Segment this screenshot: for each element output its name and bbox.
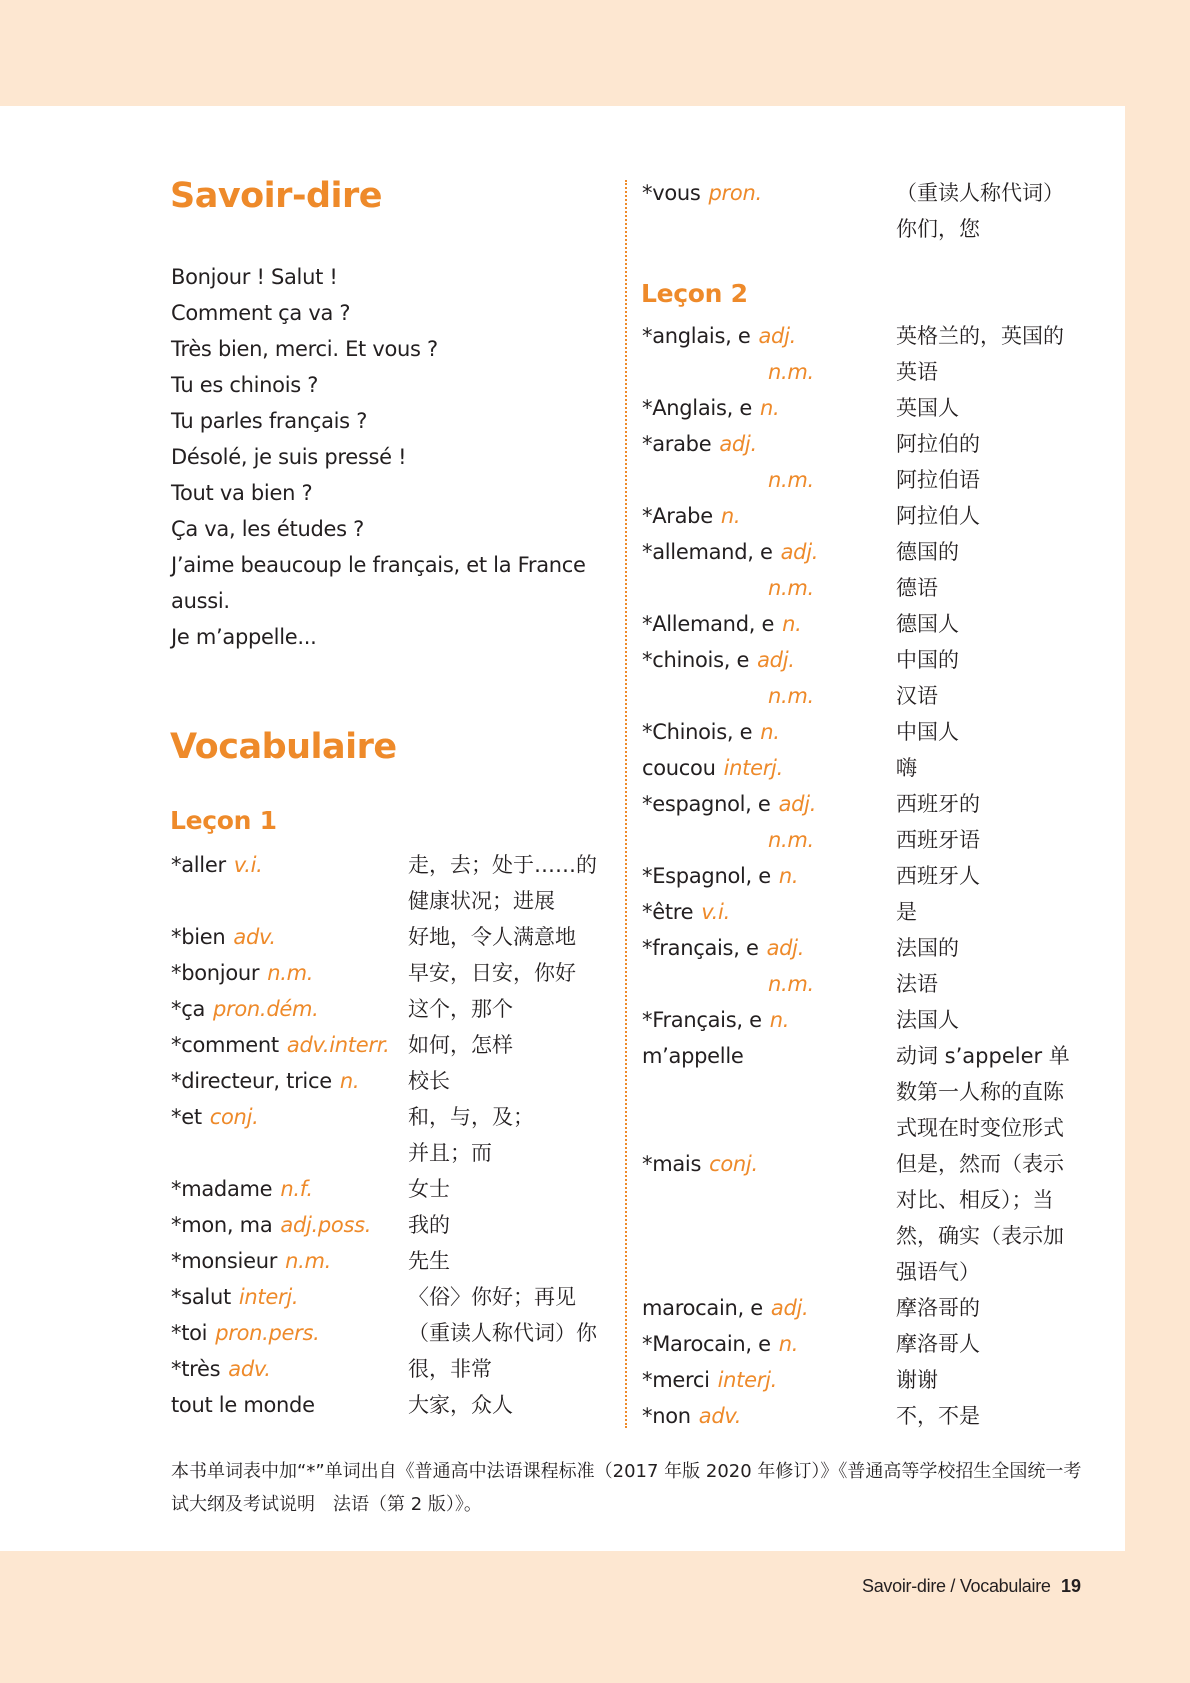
- part-of-speech: n.: [339, 1069, 360, 1093]
- translation-line: 西班牙的: [896, 792, 980, 816]
- vocab-word: *mais: [642, 1152, 702, 1176]
- vocab-word: *Allemand, e: [642, 612, 775, 636]
- part-of-speech: pron.dém.: [213, 997, 319, 1021]
- vocab-translation: [896, 175, 1064, 247]
- translation-line: 嗨: [896, 756, 917, 780]
- part-of-speech: pron.: [708, 181, 762, 205]
- vocab-translation: [408, 1387, 513, 1423]
- translation-line: 法国人: [896, 1008, 959, 1032]
- column-divider: [625, 180, 627, 1428]
- vocab-translation: [896, 642, 959, 678]
- part-of-speech: adv.: [233, 925, 276, 949]
- part-of-speech: n.m.: [768, 972, 814, 996]
- part-of-speech: adj.poss.: [280, 1213, 372, 1237]
- vocab-translation: [896, 750, 917, 786]
- vocab-translation: [408, 955, 576, 991]
- vocab-word: *espagnol, e: [642, 792, 771, 816]
- part-of-speech: n.m.: [768, 576, 814, 600]
- vocab-entry: [642, 354, 1102, 390]
- vocab-word: *comment: [171, 1033, 279, 1057]
- vocab-translation: [896, 606, 959, 642]
- part-of-speech: adj.: [758, 324, 796, 348]
- vocab-word: *allemand, e: [642, 540, 773, 564]
- part-of-speech: interj.: [723, 756, 783, 780]
- vocab-word: *être: [642, 900, 694, 924]
- vocab-entry: [642, 1326, 1102, 1362]
- vocab-entry: [642, 1398, 1102, 1434]
- vocab-translation: [408, 919, 576, 955]
- vocab-word: *anglais, e: [642, 324, 751, 348]
- vocab-entry: [642, 930, 1102, 966]
- phrase-item: Tu es chinois ?: [171, 373, 319, 397]
- translation-line: 英国人: [896, 396, 959, 420]
- vocab-word: *et: [171, 1105, 202, 1129]
- vocab-translation: [896, 1362, 938, 1398]
- vocab-entry: [642, 1038, 1102, 1146]
- translation-line: 并且；而: [408, 1141, 492, 1165]
- vocab-entry: [642, 498, 1102, 534]
- translation-line: 我的: [408, 1213, 450, 1237]
- phrase-item: Très bien, merci. Et vous ?: [171, 337, 438, 361]
- vocab-translation: [896, 966, 938, 1002]
- vocab-entry: [642, 858, 1102, 894]
- vocab-entry: [642, 606, 1102, 642]
- translation-line: （重读人称代词）: [896, 181, 1064, 205]
- translation-line: 好地，令人满意地: [408, 925, 576, 949]
- translation-line: 阿拉伯人: [896, 504, 980, 528]
- part-of-speech: adj.: [719, 432, 757, 456]
- vocab-translation: [896, 462, 980, 498]
- translation-line: 如何，怎样: [408, 1033, 513, 1057]
- vocab-word: *monsieur: [171, 1249, 278, 1273]
- part-of-speech: n.f.: [280, 1177, 313, 1201]
- translation-line: 汉语: [896, 684, 938, 708]
- translation-line: 〈俗〉你好；再见: [408, 1285, 576, 1309]
- lecon-2-vocab-list: [642, 318, 1102, 1434]
- vocab-translation: [896, 570, 938, 606]
- vocab-entry: [642, 318, 1102, 354]
- vocabulaire-heading: Vocabulaire: [170, 727, 397, 767]
- part-of-speech: adv.interr.: [286, 1033, 390, 1057]
- vocab-translation: [896, 1398, 980, 1434]
- vocab-word: *chinois, e: [642, 648, 750, 672]
- phrase-item: Bonjour ! Salut !: [171, 265, 338, 289]
- vocab-entry: [642, 966, 1102, 1002]
- vocab-word: *Anglais, e: [642, 396, 752, 420]
- vocab-entry: [642, 534, 1102, 570]
- vocab-entry: [171, 1315, 611, 1351]
- vocab-entry: [642, 1146, 1102, 1290]
- translation-line: 大家，众人: [408, 1393, 513, 1417]
- vocab-translation: [896, 534, 959, 570]
- vocab-entry: [171, 1387, 611, 1423]
- translation-line: 你们，您: [896, 217, 980, 241]
- translation-line: 健康状况；进展: [408, 889, 555, 913]
- part-of-speech: adj.: [770, 1296, 809, 1320]
- part-of-speech: adv.: [698, 1404, 742, 1428]
- translation-line: 是: [896, 900, 917, 924]
- part-of-speech: n.: [760, 720, 780, 744]
- vocab-entry: [171, 955, 611, 991]
- part-of-speech: conj.: [709, 1152, 758, 1176]
- translation-line: 校长: [408, 1069, 450, 1093]
- vocab-word: *directeur, trice: [171, 1069, 332, 1093]
- part-of-speech: n.: [782, 612, 802, 636]
- vocab-word: *arabe: [642, 432, 712, 456]
- vocab-translation: [896, 786, 980, 822]
- vocab-translation: [896, 354, 938, 390]
- vocab-translation: [896, 498, 980, 534]
- translation-line: 阿拉伯的: [896, 432, 980, 456]
- vocab-translation: [896, 1146, 1064, 1290]
- vocab-entry: [642, 462, 1102, 498]
- phrase-item: Comment ça va ?: [171, 301, 351, 325]
- vocab-translation: [408, 1063, 450, 1099]
- part-of-speech: n.m.: [285, 1249, 331, 1273]
- phrase-list: [171, 259, 601, 655]
- translation-line: 法国的: [896, 936, 959, 960]
- translation-line: 中国人: [896, 720, 959, 744]
- vocab-entry: [642, 822, 1102, 858]
- translation-line: 先生: [408, 1249, 450, 1273]
- translation-line: 然，确实（表示加: [896, 1224, 1064, 1248]
- translation-line: 对比、相反）；当: [896, 1188, 1054, 1212]
- translation-line: 摩洛哥人: [896, 1332, 980, 1356]
- vocab-translation: [896, 714, 959, 750]
- vocab-word: *Chinois, e: [642, 720, 753, 744]
- vocab-word: *vous: [642, 181, 701, 205]
- translation-line: 女士: [408, 1177, 450, 1201]
- part-of-speech: n.m.: [768, 684, 814, 708]
- translation-line: 西班牙语: [896, 828, 980, 852]
- translation-line: 动词 s’appeler 单: [896, 1044, 1070, 1068]
- vocab-entry: [171, 919, 611, 955]
- part-of-speech: adj.: [778, 792, 817, 816]
- vocab-translation: [408, 1279, 576, 1315]
- vocab-entry: [642, 1290, 1102, 1326]
- vocab-entry: [642, 570, 1102, 606]
- part-of-speech: n.m.: [768, 468, 814, 492]
- page-number: 19: [1061, 1576, 1082, 1596]
- vocab-translation: [408, 1099, 534, 1171]
- translation-line: 谢谢: [896, 1368, 938, 1392]
- vocab-word: *aller: [171, 853, 226, 877]
- vocab-translation: [408, 1243, 450, 1279]
- phrase-item: Ça va, les études ?: [171, 517, 365, 541]
- part-of-speech: conj.: [209, 1105, 259, 1129]
- part-of-speech: adj.: [757, 648, 795, 672]
- phrase-item: Désolé, je suis pressé !: [171, 445, 407, 469]
- vocab-word: marocain, e: [642, 1296, 763, 1320]
- vocab-word: *Français, e: [642, 1008, 762, 1032]
- translation-line: （重读人称代词）你: [408, 1321, 597, 1345]
- vocab-word: tout le monde: [171, 1393, 315, 1417]
- translation-line: 这个，那个: [408, 997, 513, 1021]
- vocab-translation: [896, 894, 917, 930]
- vocab-entry: [171, 1279, 611, 1315]
- part-of-speech: adj.: [766, 936, 805, 960]
- footnote: 本书单词表中加“*”单词出自《普通高中法语课程标准（2017 年版 2020 年修订）》《普通高等学校招生全国统一考试大纲及考试说明 法语（第 2 版）》。: [171, 1461, 1082, 1515]
- vocab-entry: [171, 1027, 611, 1063]
- vocab-translation: [896, 1038, 1070, 1146]
- vocab-entry: [642, 678, 1102, 714]
- footer-section-title: Savoir-dire / Vocabulaire: [862, 1576, 1051, 1596]
- translation-line: 英格兰的，英国的: [896, 324, 1064, 348]
- part-of-speech: n.: [759, 396, 780, 420]
- translation-line: 阿拉伯语: [896, 468, 980, 492]
- part-of-speech: adj.: [780, 540, 819, 564]
- vocab-entry: [642, 786, 1102, 822]
- translation-line: 但是，然而（表示: [896, 1152, 1064, 1176]
- vocab-entry: [642, 1002, 1102, 1038]
- vocab-translation: [896, 858, 980, 894]
- translation-line: 数第一人称的直陈: [896, 1080, 1064, 1104]
- vocab-word: *merci: [642, 1368, 710, 1392]
- translation-line: 式现在时变位形式: [896, 1116, 1064, 1140]
- translation-line: 法语: [896, 972, 938, 996]
- vocab-word: *Marocain, e: [642, 1332, 771, 1356]
- part-of-speech: n.m.: [768, 360, 814, 384]
- vocab-word: *bonjour: [171, 961, 260, 985]
- translation-line: 中国的: [896, 648, 959, 672]
- vocab-translation: [896, 318, 1064, 354]
- vocab-word: *toi: [171, 1321, 208, 1345]
- translation-line: 很，非常: [408, 1357, 492, 1381]
- vocab-word: *français, e: [642, 936, 759, 960]
- savoir-dire-heading: Savoir-dire: [170, 176, 383, 216]
- vocab-word: *bien: [171, 925, 226, 949]
- vocab-word: *madame: [171, 1177, 273, 1201]
- vocab-translation: [896, 426, 980, 462]
- vocab-entry: [642, 390, 1102, 426]
- vocab-word: *salut: [171, 1285, 231, 1309]
- vocab-translation: [896, 1002, 959, 1038]
- translation-line: 和，与，及；: [408, 1105, 534, 1129]
- vocab-translation: [408, 1315, 597, 1351]
- vocab-entry: [171, 847, 611, 919]
- translation-line: 走，去；处于……的: [408, 853, 597, 877]
- vocab-entry: [171, 1207, 611, 1243]
- vocab-word: coucou: [642, 756, 716, 780]
- part-of-speech: n.m.: [768, 828, 814, 852]
- lecon-1-vocab-list: [171, 847, 611, 1423]
- vocab-translation: [896, 678, 938, 714]
- vous-vocab-list: [642, 175, 1102, 247]
- phrase-item: aussi.: [171, 589, 230, 613]
- translation-line: 早安，日安，你好: [408, 961, 576, 985]
- vocab-translation: [408, 1171, 450, 1207]
- vocab-translation: [408, 991, 513, 1027]
- part-of-speech: n.m.: [267, 961, 314, 985]
- vocab-entry: [171, 1063, 611, 1099]
- part-of-speech: n.: [720, 504, 741, 528]
- translation-line: 德国人: [896, 612, 959, 636]
- vocab-translation: [408, 847, 597, 919]
- vocab-word: *très: [171, 1357, 221, 1381]
- translation-line: 西班牙人: [896, 864, 980, 888]
- phrase-item: J’aime beaucoup le français, et la France: [171, 553, 586, 577]
- vocab-word: m’appelle: [642, 1044, 744, 1068]
- vocab-translation: [896, 822, 980, 858]
- translation-line: 强语气）: [896, 1260, 980, 1284]
- phrase-item: Tu parles français ?: [171, 409, 368, 433]
- translation-line: 英语: [896, 360, 938, 384]
- vocab-entry: [642, 714, 1102, 750]
- part-of-speech: n.: [778, 1332, 799, 1356]
- vocab-entry: [642, 642, 1102, 678]
- part-of-speech: n.: [778, 864, 799, 888]
- vocab-word: *non: [642, 1404, 691, 1428]
- vocab-entry: [642, 1362, 1102, 1398]
- vocab-entry: [642, 426, 1102, 462]
- vocab-entry: [642, 175, 1102, 247]
- vocab-entry: [171, 1099, 611, 1171]
- vocab-translation: [896, 930, 959, 966]
- vocab-translation: [408, 1207, 450, 1243]
- vocab-translation: [408, 1351, 492, 1387]
- translation-line: 摩洛哥的: [896, 1296, 980, 1320]
- part-of-speech: adv.: [228, 1357, 271, 1381]
- vocab-translation: [896, 1326, 980, 1362]
- vocab-entry: [642, 894, 1102, 930]
- vocab-word: *ça: [171, 997, 206, 1021]
- vocab-word: *Arabe: [642, 504, 713, 528]
- lecon-2-heading: Leçon 2: [641, 279, 748, 308]
- translation-line: 德语: [896, 576, 938, 600]
- part-of-speech: v.i.: [233, 853, 263, 877]
- vocab-entry: [171, 991, 611, 1027]
- vocab-translation: [896, 1290, 980, 1326]
- vocab-entry: [642, 750, 1102, 786]
- phrase-item: Tout va bien ?: [171, 481, 313, 505]
- vocab-entry: [171, 1351, 611, 1387]
- vocab-entry: [171, 1243, 611, 1279]
- vocab-translation: [408, 1027, 513, 1063]
- translation-line: 德国的: [896, 540, 959, 564]
- part-of-speech: pron.pers.: [215, 1321, 320, 1345]
- part-of-speech: v.i.: [701, 900, 730, 924]
- vocab-translation: [896, 390, 959, 426]
- part-of-speech: interj.: [717, 1368, 777, 1392]
- translation-line: 不，不是: [896, 1404, 980, 1428]
- phrase-item: Je m’appelle...: [171, 625, 317, 649]
- part-of-speech: n.: [769, 1008, 790, 1032]
- part-of-speech: interj.: [238, 1285, 299, 1309]
- vocab-entry: [171, 1171, 611, 1207]
- vocab-word: *mon, ma: [171, 1213, 273, 1237]
- vocab-word: *Espagnol, e: [642, 864, 771, 888]
- lecon-1-heading: Leçon 1: [170, 806, 277, 835]
